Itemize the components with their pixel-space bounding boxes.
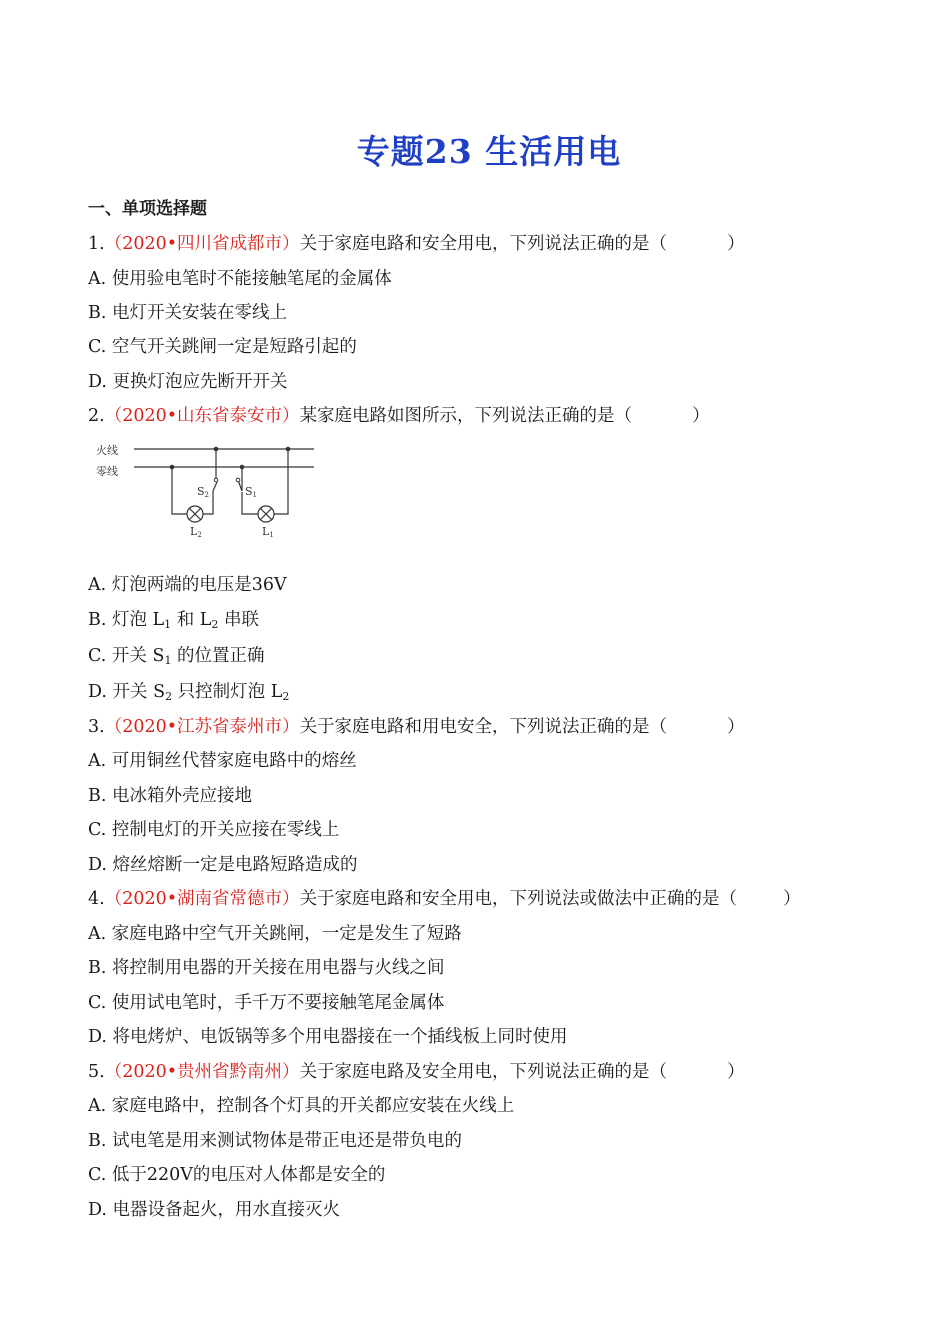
switch-s1-label: S1 xyxy=(245,485,258,499)
question-text: 关于家庭电路及安全用电，下列说法正确的是（ xyxy=(299,1062,668,1082)
option-a: A. 可用铜丝代替家庭电路中的熔丝 xyxy=(88,751,357,771)
option-a: A. 灯泡两端的电压是36V xyxy=(88,575,287,595)
option-c: C. 低于220V的电压对人体都是安全的 xyxy=(88,1165,386,1185)
question-text: 某家庭电路如图所示，下列说法正确的是（ xyxy=(299,406,633,426)
question-text: 关于家庭电路和安全用电，下列说法正确的是（ xyxy=(299,234,668,254)
option-c: C. 开关 $S_1$ 的位置正确 xyxy=(88,646,265,667)
question-3 xyxy=(88,713,745,738)
neutral-wire-label: 零线 xyxy=(96,465,118,478)
option-c: C. 使用试电笔时，手千万不要接触笔尾金属体 xyxy=(88,993,445,1013)
option-b: B. 试电笔是用来测试物体是带正电还是带负电的 xyxy=(88,1131,462,1151)
lamp-l2-label: L2 xyxy=(190,525,202,539)
question-source: （2020•山东省泰安市） xyxy=(104,406,300,426)
option-c: C. 空气开关跳闸一定是短路引起的 xyxy=(88,337,357,357)
question-5 xyxy=(88,1058,745,1083)
option-a: A. 家庭电路中空气开关跳闸，一定是发生了短路 xyxy=(88,924,462,944)
option-a: A. 使用验电笔时不能接触笔尾的金属体 xyxy=(88,269,392,289)
option-d: D. 电器设备起火，用水直接灭火 xyxy=(88,1200,341,1220)
option-d: D. 开关 $S_2$ 只控制灯泡 $L_2$ xyxy=(88,682,290,703)
question-4 xyxy=(88,885,801,910)
question-text: 关于家庭电路和用电安全，下列说法正确的是（ xyxy=(299,717,668,737)
question-number: 4. xyxy=(88,889,105,909)
question-text: 关于家庭电路和安全用电，下列说法或做法中正确的是（ xyxy=(299,889,738,909)
question-source: （2020•江苏省泰州市） xyxy=(104,717,300,737)
option-a: A. 家庭电路中，控制各个灯具的开关都应安装在火线上 xyxy=(88,1096,515,1116)
branch-left-neutral xyxy=(172,467,187,514)
section-heading: 一、单项选择题 xyxy=(88,199,207,219)
question-1 xyxy=(88,230,745,255)
option-b: B. 电灯开关安装在零线上 xyxy=(88,303,287,323)
option-d: D. 将电烤炉、电饭锅等多个用电器接在一个插线板上同时使用 xyxy=(88,1027,568,1047)
option-b: B. 将控制用电器的开关接在用电器与火线之间 xyxy=(88,958,445,978)
switch-s2 xyxy=(213,482,217,491)
circuit-diagram xyxy=(88,436,328,542)
live-wire-label: 火线 xyxy=(96,444,118,457)
question-source: （2020•贵州省黔南州） xyxy=(104,1062,300,1082)
branch-right-to-live xyxy=(274,449,288,514)
option-c: C. 控制电灯的开关应接在零线上 xyxy=(88,820,340,840)
question-close-paren: ） xyxy=(727,234,745,254)
switch-s2-label: S2 xyxy=(197,485,210,499)
question-number: 1. xyxy=(88,234,105,254)
question-close-paren: ） xyxy=(692,406,710,426)
question-close-paren: ） xyxy=(727,717,745,737)
question-2 xyxy=(88,402,710,427)
question-number: 2. xyxy=(88,406,105,426)
option-b: B. 电冰箱外壳应接地 xyxy=(88,786,252,806)
option-b: B. 灯泡 $L_1$ 和 $L_2$ 串联 xyxy=(88,610,259,631)
question-source: （2020•四川省成都市） xyxy=(104,234,300,254)
question-close-paren: ） xyxy=(727,1062,745,1082)
question-number: 5. xyxy=(88,1062,105,1082)
page-title: 专题23 生活用电 xyxy=(356,132,622,171)
question-close-paren: ） xyxy=(783,889,801,909)
lamp-l1-label: L1 xyxy=(262,525,274,539)
option-d: D. 熔丝熔断一定是电路短路造成的 xyxy=(88,855,358,875)
question-number: 3. xyxy=(88,717,105,737)
question-source: （2020•湖南省常德市） xyxy=(104,889,300,909)
option-d: D. 更换灯泡应先断开开关 xyxy=(88,372,288,392)
